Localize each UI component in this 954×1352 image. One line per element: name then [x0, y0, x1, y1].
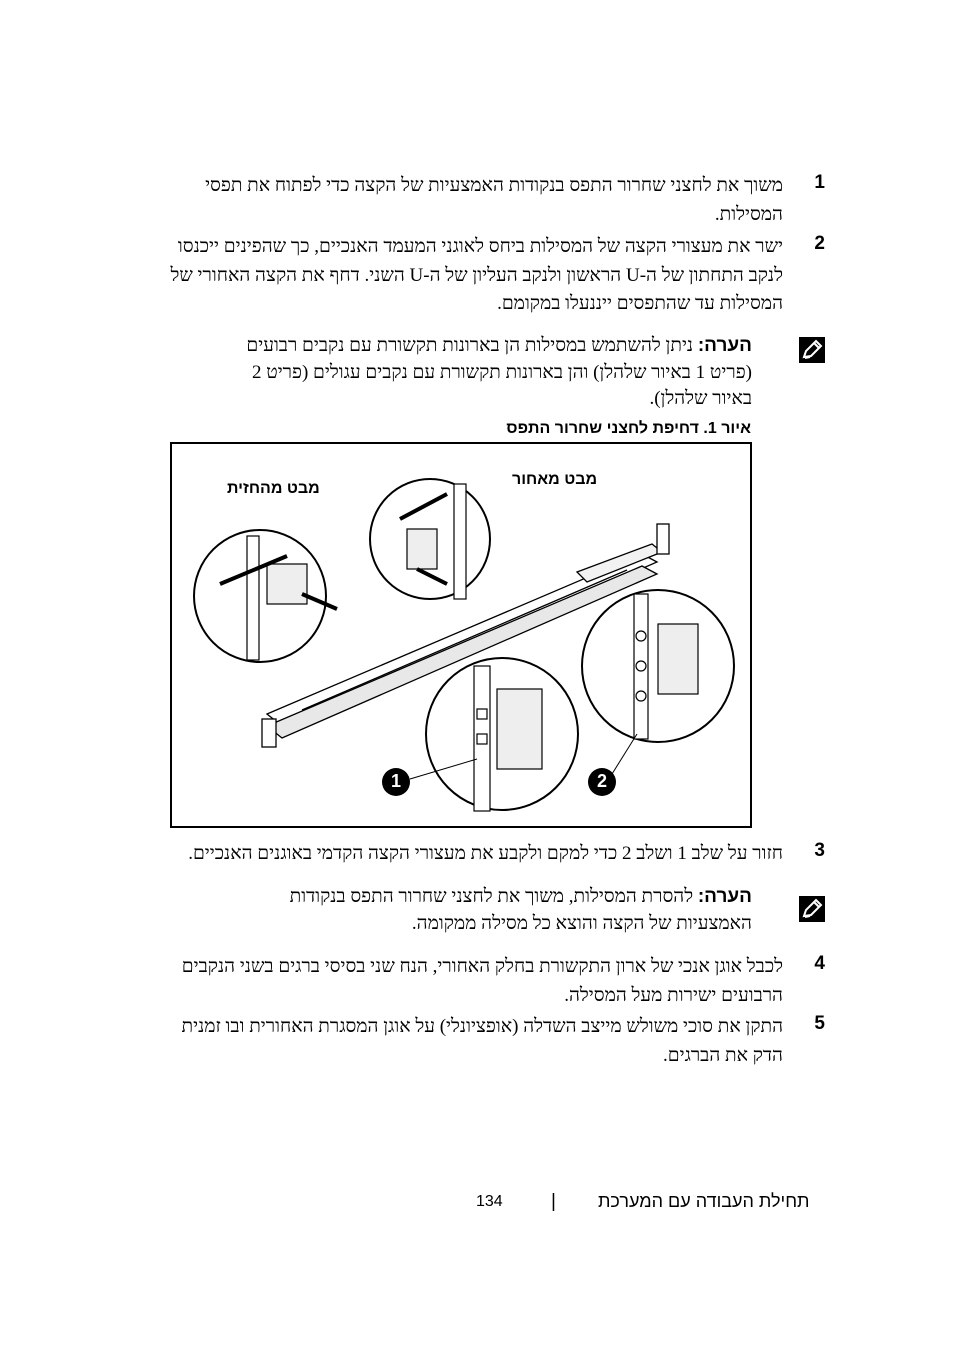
step-1 [120, 172, 825, 232]
step-number: 5 [814, 1013, 825, 1034]
step-number: 2 [814, 233, 825, 254]
note-pencil-icon [799, 896, 825, 922]
step-text: לכבל אוגן אנכי של ארון התקשורת בחלק האחורי, הנח שני בסיסי ברגים בשני הנקבים הרבועים ישירות מעל המסילה. [181, 956, 783, 1006]
step-number: 3 [814, 840, 825, 861]
footer-page-number: 134 [476, 1193, 503, 1210]
step-4 [120, 953, 825, 1013]
rail-figure [170, 442, 752, 828]
step-5 [120, 1013, 825, 1073]
note-pencil-icon [799, 337, 825, 363]
step-number: 4 [814, 953, 825, 974]
label-front-view: מבט מהחזית [227, 480, 320, 497]
step-2 [120, 233, 825, 323]
footer-separator: | [551, 1191, 556, 1212]
step-3 [120, 840, 825, 870]
step-text: משוך את לחצני שחרור התפס בנקודות האמצעיות של הקצה כדי לפתוח את תפסי המסילות. [205, 175, 783, 225]
note-label: הערה: [697, 886, 752, 907]
step-text: ישר את מעצורי הקצה של המסילות ביחס לאוגני המעמד האנכיים, כך שהפינים ייכנסו לנקב התחתון של ה-U הראשון ולנקב העליון של ה-U השני. דחף את הקצה האחורי של המסילות עד שהתפסים ייננעלו במקומם. [170, 236, 783, 314]
rail-illustration [172, 444, 750, 826]
footer-title: תחילת העבודה עם המערכת [598, 1191, 810, 1211]
note-label: הערה: [697, 335, 752, 356]
step-number: 1 [814, 172, 825, 193]
note-text: הערה: להסרת המסילות, משוך את לחצני שחרור התפס בנקודות האמצעיות של הקצה והוצא כל מסילה ממקומה. [289, 886, 752, 934]
note-text: הערה: ניתן להשתמש במסילות הן בארונות תקשורת עם נקבים רבועים (פריט 1 באיור שלהלן) והן בארונות תקשורת עם נקבים עגולים (פריט 2 באיור שלהלן). [246, 335, 752, 409]
callout-2: 2 [597, 771, 608, 791]
figure-caption: איור 1. דחיפת לחצני שחרור התפס [506, 420, 751, 437]
label-rear-view: מבט מאחור [512, 471, 598, 488]
step-text: חזור על שלב 1 ושלב 2 כדי למקם ולקבע את מעצורי הקצה הקדמי באוגנים האנכיים. [188, 843, 783, 864]
note-2 [190, 884, 825, 940]
callout-1: 1 [391, 771, 402, 791]
note-1 [190, 333, 825, 413]
step-text: התקן את סוכי משולש מייצב השדלה (אופציונלי) על אוגן המסגרת האחורית ובו זמנית הדק את הברגים. [181, 1016, 783, 1066]
